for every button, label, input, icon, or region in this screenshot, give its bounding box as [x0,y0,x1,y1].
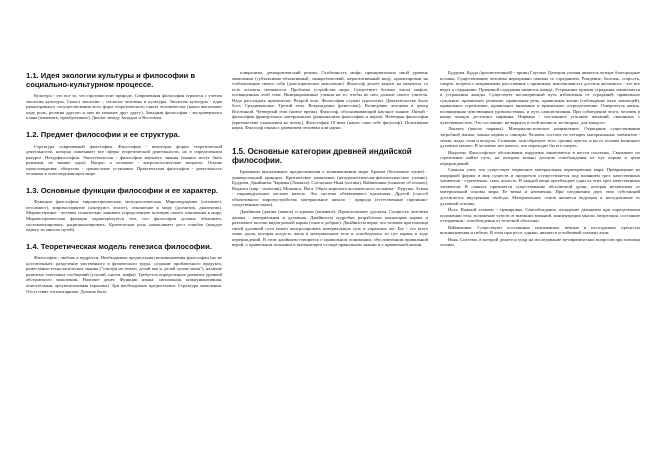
section-heading-1-5: 1.5. Основные категории древней индийской философии. [232,147,412,165]
section-heading-1-1: 1.1. Идея экологии культуры и философии в социально-культурном процессе. [26,71,196,89]
paragraph: Локаята (школа чарвака). Материалистическое направление. Отрицание существования загробной жизни, закона кармы и сансары. Человек состоит из четырех материальных элементов - земли, воды, огня и воздуха. Сознание, они образуют тело, органы чувств, и ни от основы возникает духовное начало. В человеке нет ничего, что переходит бы его смерть. [440,126,640,149]
column-right [440,70,640,249]
paragraph: Брахманы высказывают предположения о возникновении мира. Брахма (безличное сущее) - универсальный принцип. Критическое мышление (натуралистически-фаталистическое учение). Буддизм, Джайнизм, Чарвака (Локаята). Сотласные Ньяя (логика), Вайшешика (понятие об атомах), Веданта (мир - иллюзия), Миманса, Йога. Образ мирового космического человека - Пуруша. Атман - индивидуальное частное начало. Это система объективного идеализма. Другой (способ объективного миропустройства материальное начало - природа (естественные причинно-следственные связи). [232,169,428,208]
paragraph: Философия - любовь к мудрости. Необходимые предпосылки возникновения философии (но не достаточные): разделение умственного и физического труда, создание прибавочного продукта, ремесленно-технологические знания ("смотри на землю, делай как я, делай лучше меня"), наличие развитых текстовых сообщений (усилий, писем, мифы). Требуется определенное развитие уровней абстрактного мышления. Наличие денег. Функции языка: сигнальная, коммуникативная, описательная, аргументативная (критика). Три необходимых предпосылки. Структура мышления. Отсутствие тоталитаризма. Должна быть [26,255,222,294]
column-middle [232,70,428,249]
paragraph: Культура - это все то, что противостоит природе. Современная философия строится с учетом экологии культуры. Смысл экологии – согласие человека и культуры. Экология культуры - идея равноправного сосуществования всех форм теоретического опыта человечества (наука выполняет одну роль, религия другую и они не мешают друг другу). Западная философия - экстравертного плана (изменять, преобразовать). Диалог между Западом и Востоком. [26,93,222,121]
section-heading-1-4: 1.4. Теоретическая модель генезиса философии. [26,241,212,251]
paragraph: Санкхья учит, что существует первичное материальная первопричина мира. Превращение из аморфной формы в мир существ и предметов осуществляется под влиянием трех качественных элементов - стремление, тьма, ясность. В каждой вещи преобладает один из этих трех качественных элементов. В санкхье признается существование абсолютной души, которая независима от материальной основы мира. Ее вечна и неизменна. При соединении двух этих субстанций достигается внутренняя свобода. Материальных основ является ведущим и неотделимым от духовной основы. [440,167,640,206]
paragraph: Ньяя. Система, в которой делается упор на исследование метафизических вопросов при помощи логики. [440,236,640,248]
section-heading-1-2: 1.2. Предмет философии и ее структура. [26,129,180,139]
paragraph: Джайнизм (джина (живое) и аджива (неживое). Провозглашает дуализм. Сущность человека двояка - материальная и духовная. Джайнисты подробно разработали концепцию кармы и различают восемь видов разной кармы (злые и добрые). Джайнисты верят, что человек при помощи своей духовной сути может контролировать материальную суть и управлять ею. Бог - это всего лишь душа, которая когда-то жила в материальном теле и освободилась из пут кармы в ходе перерождений. В этом джайнизм говорится о правильном понимании, обусловленном правильной верой, о правильном познании и вытекающем отсюда правильном знании и о правильной жизни. [232,209,428,248]
paragraph: Индуизм. Философское обоснование индуизма заключается в шести системах. Связывает их стремление найти путь, на котором можно достичь освобождения из пут кармы и цепи перерождений. [440,149,640,166]
section-heading-1-3: 1.3. Основные функции философии и ее характер. [26,185,219,195]
paragraph: Функции философии: мировоззренческая, методологическая. Мироощущение (оптимист, пессимист), мировосприятие (альтруист, эгоист), отношение к миру (догматик, диалектик). Мировоззрение - человек сознательно занимает определенную позицию своего отношения к миру. Мировоззренческая функция характеризуется тем, что философия должна объяснить, систематизировать, рационализировать. Критическая роль накапливает рост ошибок (каждое одного из многих путей). [26,199,222,233]
paragraph: плюрализм, демократический режим. Особенность мифа: принципиально иной уровень мышления (субъективно-объективный, синкретический, нерасчлененный вид), ориентирован на стабилизацию своего себя (доисторическое мышление). Философ делает акцент на моменты, то есть аспекты смешаются. Проблема устройства мира. Существует больше числа мифов, посвященных этой теме. Инициированные учения на то, чтобы не шел дальше своего учителя. Надо рассуждать критически. Второй этап. Философия служит идеологии. Доказательство было бога. Средневековье. Третий этап. Возрождение (ренессанс). Возведение человека в центр Вселенной. Четвертый этап (новое время). Философ, обосновывающий научное знание. Пятый - философия французского материализма (рационализм философии и науки). Немецкая философия (критические отношения ко всему). Философия 19 века (наука сама себе философ). Позитивная наука. Философ связан с развитием человека или науки. [232,70,428,131]
paragraph: Вайшешика. Существуют постоянные неизменные, вечные и несозданные процессы возникновения и гибели. В этом процессе, однако, является устойчивый элемент атом. [440,224,640,236]
paragraph: Структура современной философии. Философия - некоторая форма теоретической деятельности, которая охватывает все сферы теоретической деятельности, но в определенном ракурсе. Натурфилософия. Эпистемология - философия научного знания (знания могут быть разными, не знание одно). Вопрос о человеке - антропологические вопросы. Основа происхождения: общество - ценностные установки. Практическая философия - деятельность человека в этом окружающем мире. [26,143,222,177]
column-left [26,70,222,295]
paragraph: Йога. Важной элемент - тренировка. Самообладание, овладение дыханием при определенном положении тела, положение чувств от внешних влияний, концентрация мысли, медитация, состояние отторжения - освобождения от телесной оболочки. [440,207,640,224]
paragraph: Буддизм. Будда (просветленный) - принц Гаутама. Центром учения является четыре благородные истины. Существование человека неразрывно связано со страданием. Рождение, болезнь, старость, смерть, встреча с неприятным, расставание с приятным, невозможность достичь желаемого - это все ведет к страданию. Причиной страдания является жажда. Устранение причин страдания заключается в устранении жажды. Существует восьмеричный путь избавления от страданий: правильное суждение, правильное решение, правильная речь, правильная жизнь (соблюдение пяти заповедей), правильное стремление, правильное внимание и правильное сосредоточение. Отвергается жизнь, посвященная чувственным удовольствиям, и путь самоистязания. При соблюдении этого, человек в конце концов достигнет нирваны. Нирвана - постоянное угасание желаний, связанных с чувственностью. Это состояние, не-вернуть в этой жизни и, во-вторых, для каждого. [440,70,640,125]
